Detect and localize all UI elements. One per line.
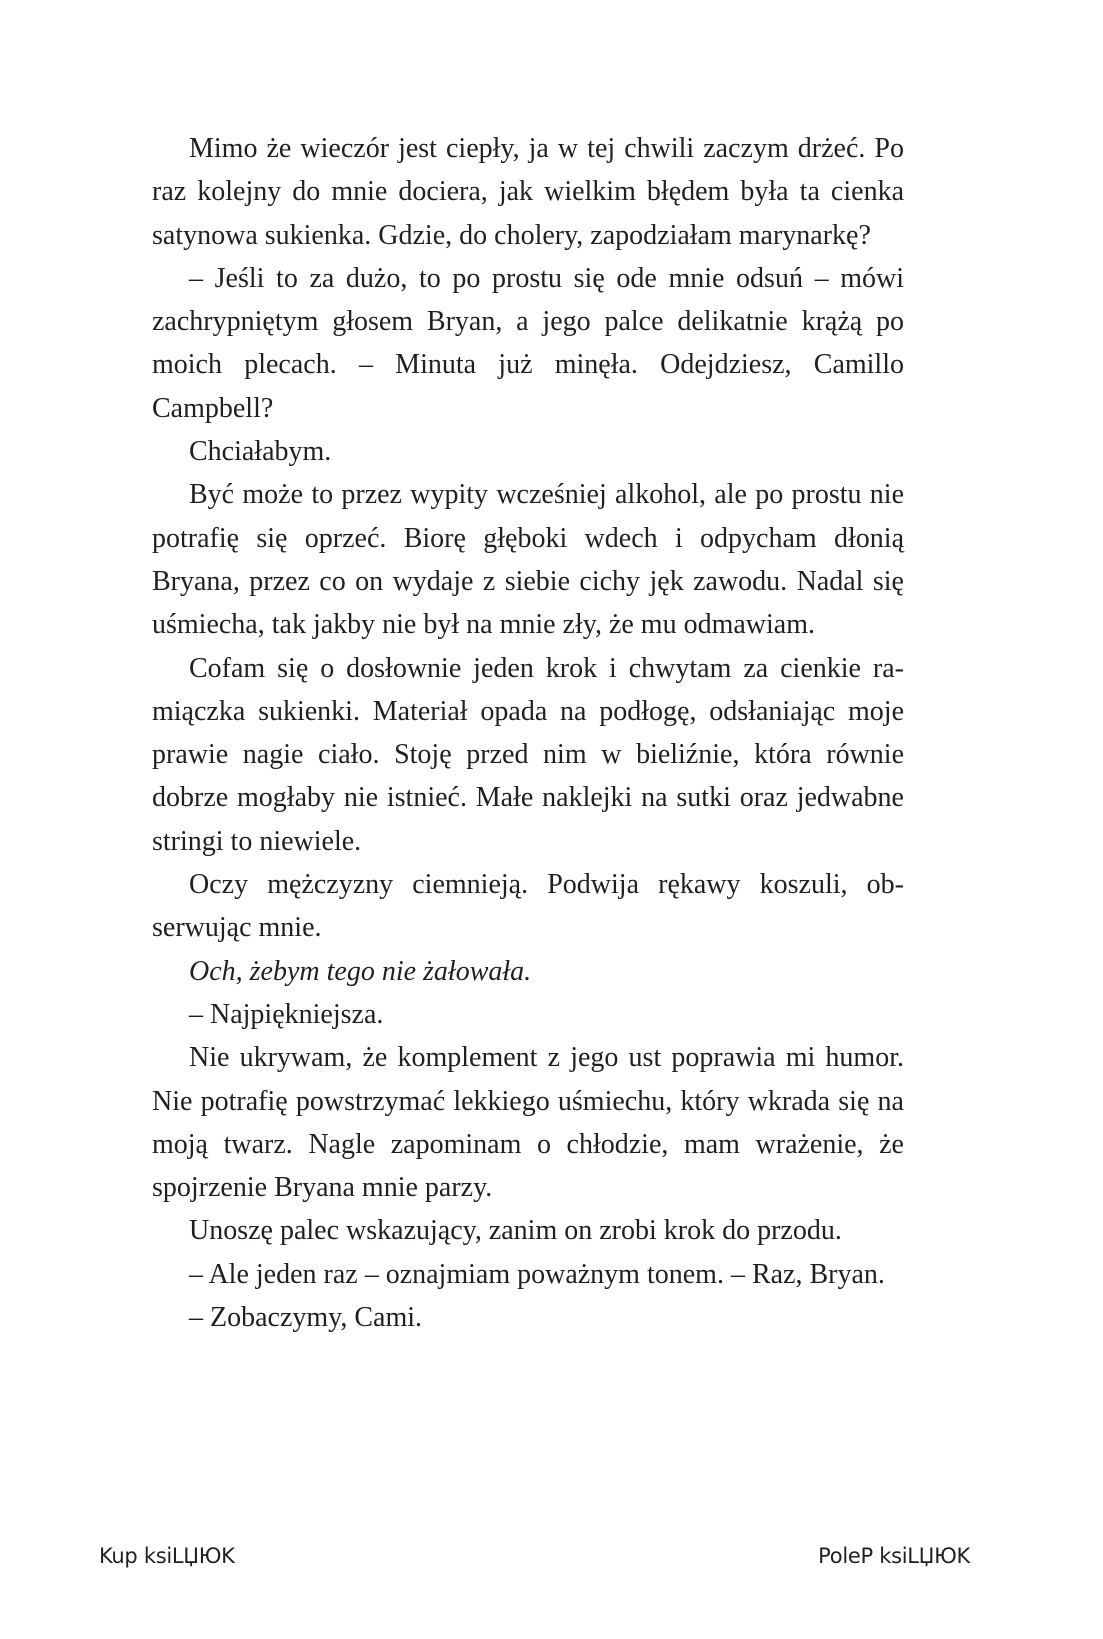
paragraph: Chciałabym. xyxy=(189,436,332,468)
footer-buy-book-link[interactable]: Kup ksiLЏЮK xyxy=(99,1544,235,1568)
paragraph: – Najpiękniejsza. xyxy=(189,998,384,1030)
paragraph: Być może to przez wypity wcześniej alkohol, ale po prostu nie potrafię się oprzeć. Biorę głęboki wdech i odpycham dłonią Bryana, przez co on wydaje z siebie cichy jęk zawodu. Nadal się uśmiecha, tak jakby nie był na mnie zły, że mu odmawiam. xyxy=(152,479,904,641)
paragraph: Nie ukrywam, że komplement z jego ust poprawia mi humor. Nie potrafię powstrzymać lekkiego uśmiechu, który wkrada się na moją twarz. Nagle zapominam o chłodzie, mam wrażenie, że spojrzenie Bryana mnie parzy. xyxy=(152,1042,904,1204)
page-body xyxy=(152,127,904,1339)
paragraph-italic-thought: Och, żebym tego nie żałowała. xyxy=(189,955,532,987)
paragraph: – Ale jeden raz – oznajmiam poważnym tonem. – Raz, Bryan. xyxy=(189,1258,885,1290)
paragraph: Mimo że wieczór jest ciepły, ja w tej chwili zaczym drżeć. Po raz kolejny do mnie dociera, jak wielkim błędem była ta cienka satynowa sukienka. Gdzie, do cholery, zapodziałam marynarkę? xyxy=(152,133,904,251)
footer-recommend-book-link[interactable]: PoleP ksiLЏЮK xyxy=(818,1544,970,1568)
paragraph: – Zobaczymy, Cami. xyxy=(189,1302,423,1334)
paragraph: – Jeśli to za dużo, to po prostu się ode mnie odsuń – mówi zachrypniętym głosem Bryan, a jego palce delikatnie krążą po moich plecach. – Minuta już minęła. Odejdziesz, Camillo Campbell? xyxy=(152,262,904,424)
paragraph: Oczy mężczyzny ciemnieją. Podwija rękawy koszuli, obserwując mnie. xyxy=(152,869,904,944)
paragraph: Unoszę palec wskazujący, zanim on zrobi krok do przodu. xyxy=(189,1215,842,1247)
paragraph: Cofam się o dosłownie jeden krok i chwytam za cienkie ramiączka sukienki. Materiał opada na podłogę, odsłaniając moje prawie nagie ciało. Stoję przed nim w bieliźnie, która równie dobrze mogłaby nie istnieć. Małe naklejki na sutki oraz jedwabne stringi to niewiele. xyxy=(152,652,904,857)
